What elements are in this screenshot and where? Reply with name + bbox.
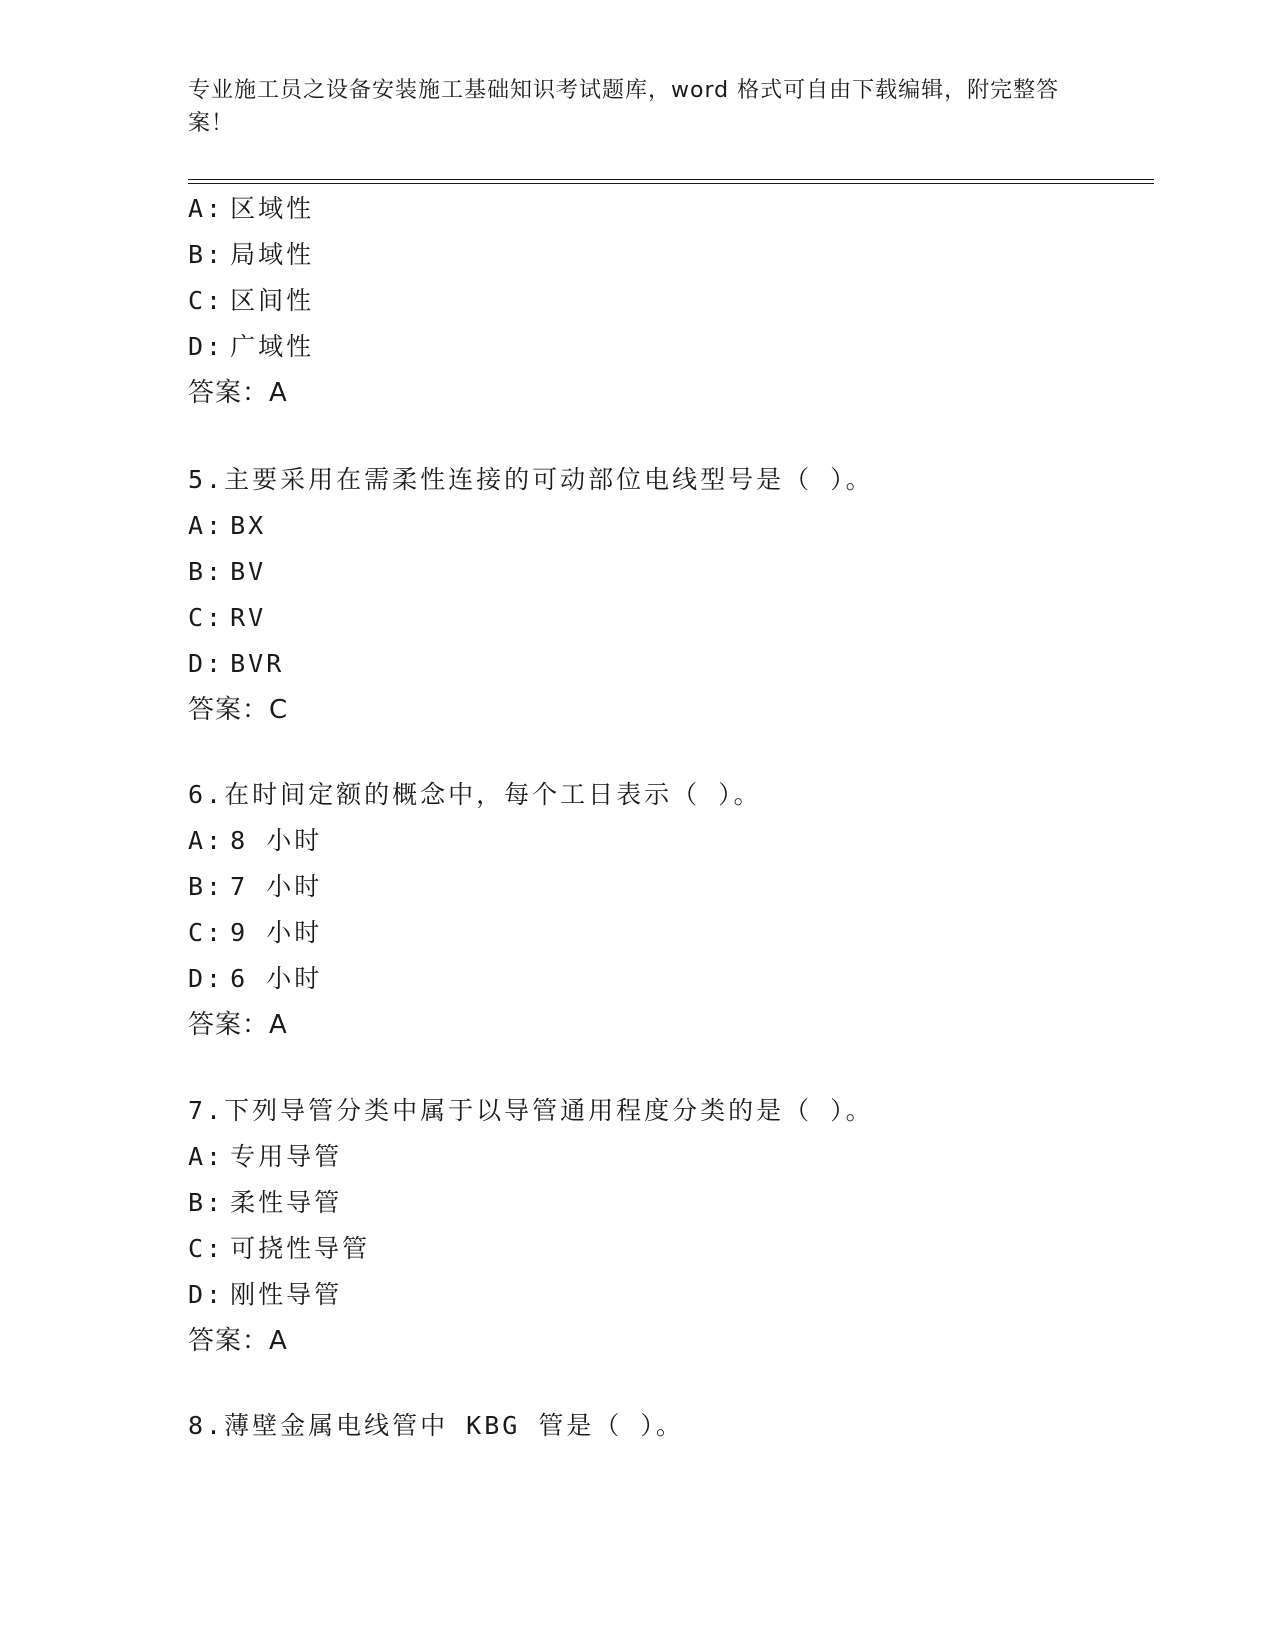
answer-line: 答案：A (188, 1010, 288, 1040)
option-b: B: BV (188, 557, 267, 586)
option-a: A: 8 小时 (188, 826, 323, 855)
option-c: C: 可挠性导管 (188, 1234, 371, 1263)
question-stem: 7.下列导管分类中属于以导管通用程度分类的是（ ）。 (188, 1096, 874, 1125)
option-c: C: 9 小时 (188, 918, 323, 947)
page-header: 专业施工员之设备安装施工基础知识考试题库，word 格式可自由下载编辑，附完整答案！ (188, 78, 1060, 136)
header-rule-bottom (188, 183, 1154, 184)
answer-line: 答案：A (188, 1326, 288, 1356)
header-rule-top (188, 179, 1154, 180)
option-c: C: RV (188, 603, 267, 632)
question-5-block (188, 457, 1148, 733)
question-6-block (188, 772, 1148, 1048)
prev-question-block (188, 186, 1148, 416)
option-b: B: 局域性 (188, 240, 315, 269)
option-b: B: 柔性导管 (188, 1188, 343, 1217)
option-d: D: BVR (188, 649, 285, 678)
option-a: A: BX (188, 511, 267, 540)
option-a: A: 区域性 (188, 194, 315, 223)
option-d: D: 广域性 (188, 332, 315, 361)
question-stem: 8.薄壁金属电线管中 KBG 管是（ ）。 (188, 1411, 684, 1440)
answer-line: 答案：A (188, 378, 288, 408)
option-a: A: 专用导管 (188, 1142, 343, 1171)
option-d: D: 6 小时 (188, 964, 323, 993)
option-d: D: 刚性导管 (188, 1280, 343, 1309)
option-c: C: 区间性 (188, 286, 315, 315)
answer-line: 答案：C (188, 695, 289, 725)
question-7-block (188, 1088, 1148, 1364)
option-b: B: 7 小时 (188, 872, 323, 901)
question-stem: 5.主要采用在需柔性连接的可动部位电线型号是（ ）。 (188, 465, 874, 494)
question-stem: 6.在时间定额的概念中，每个工日表示（ ）。 (188, 780, 762, 809)
question-8-block (188, 1403, 1148, 1449)
